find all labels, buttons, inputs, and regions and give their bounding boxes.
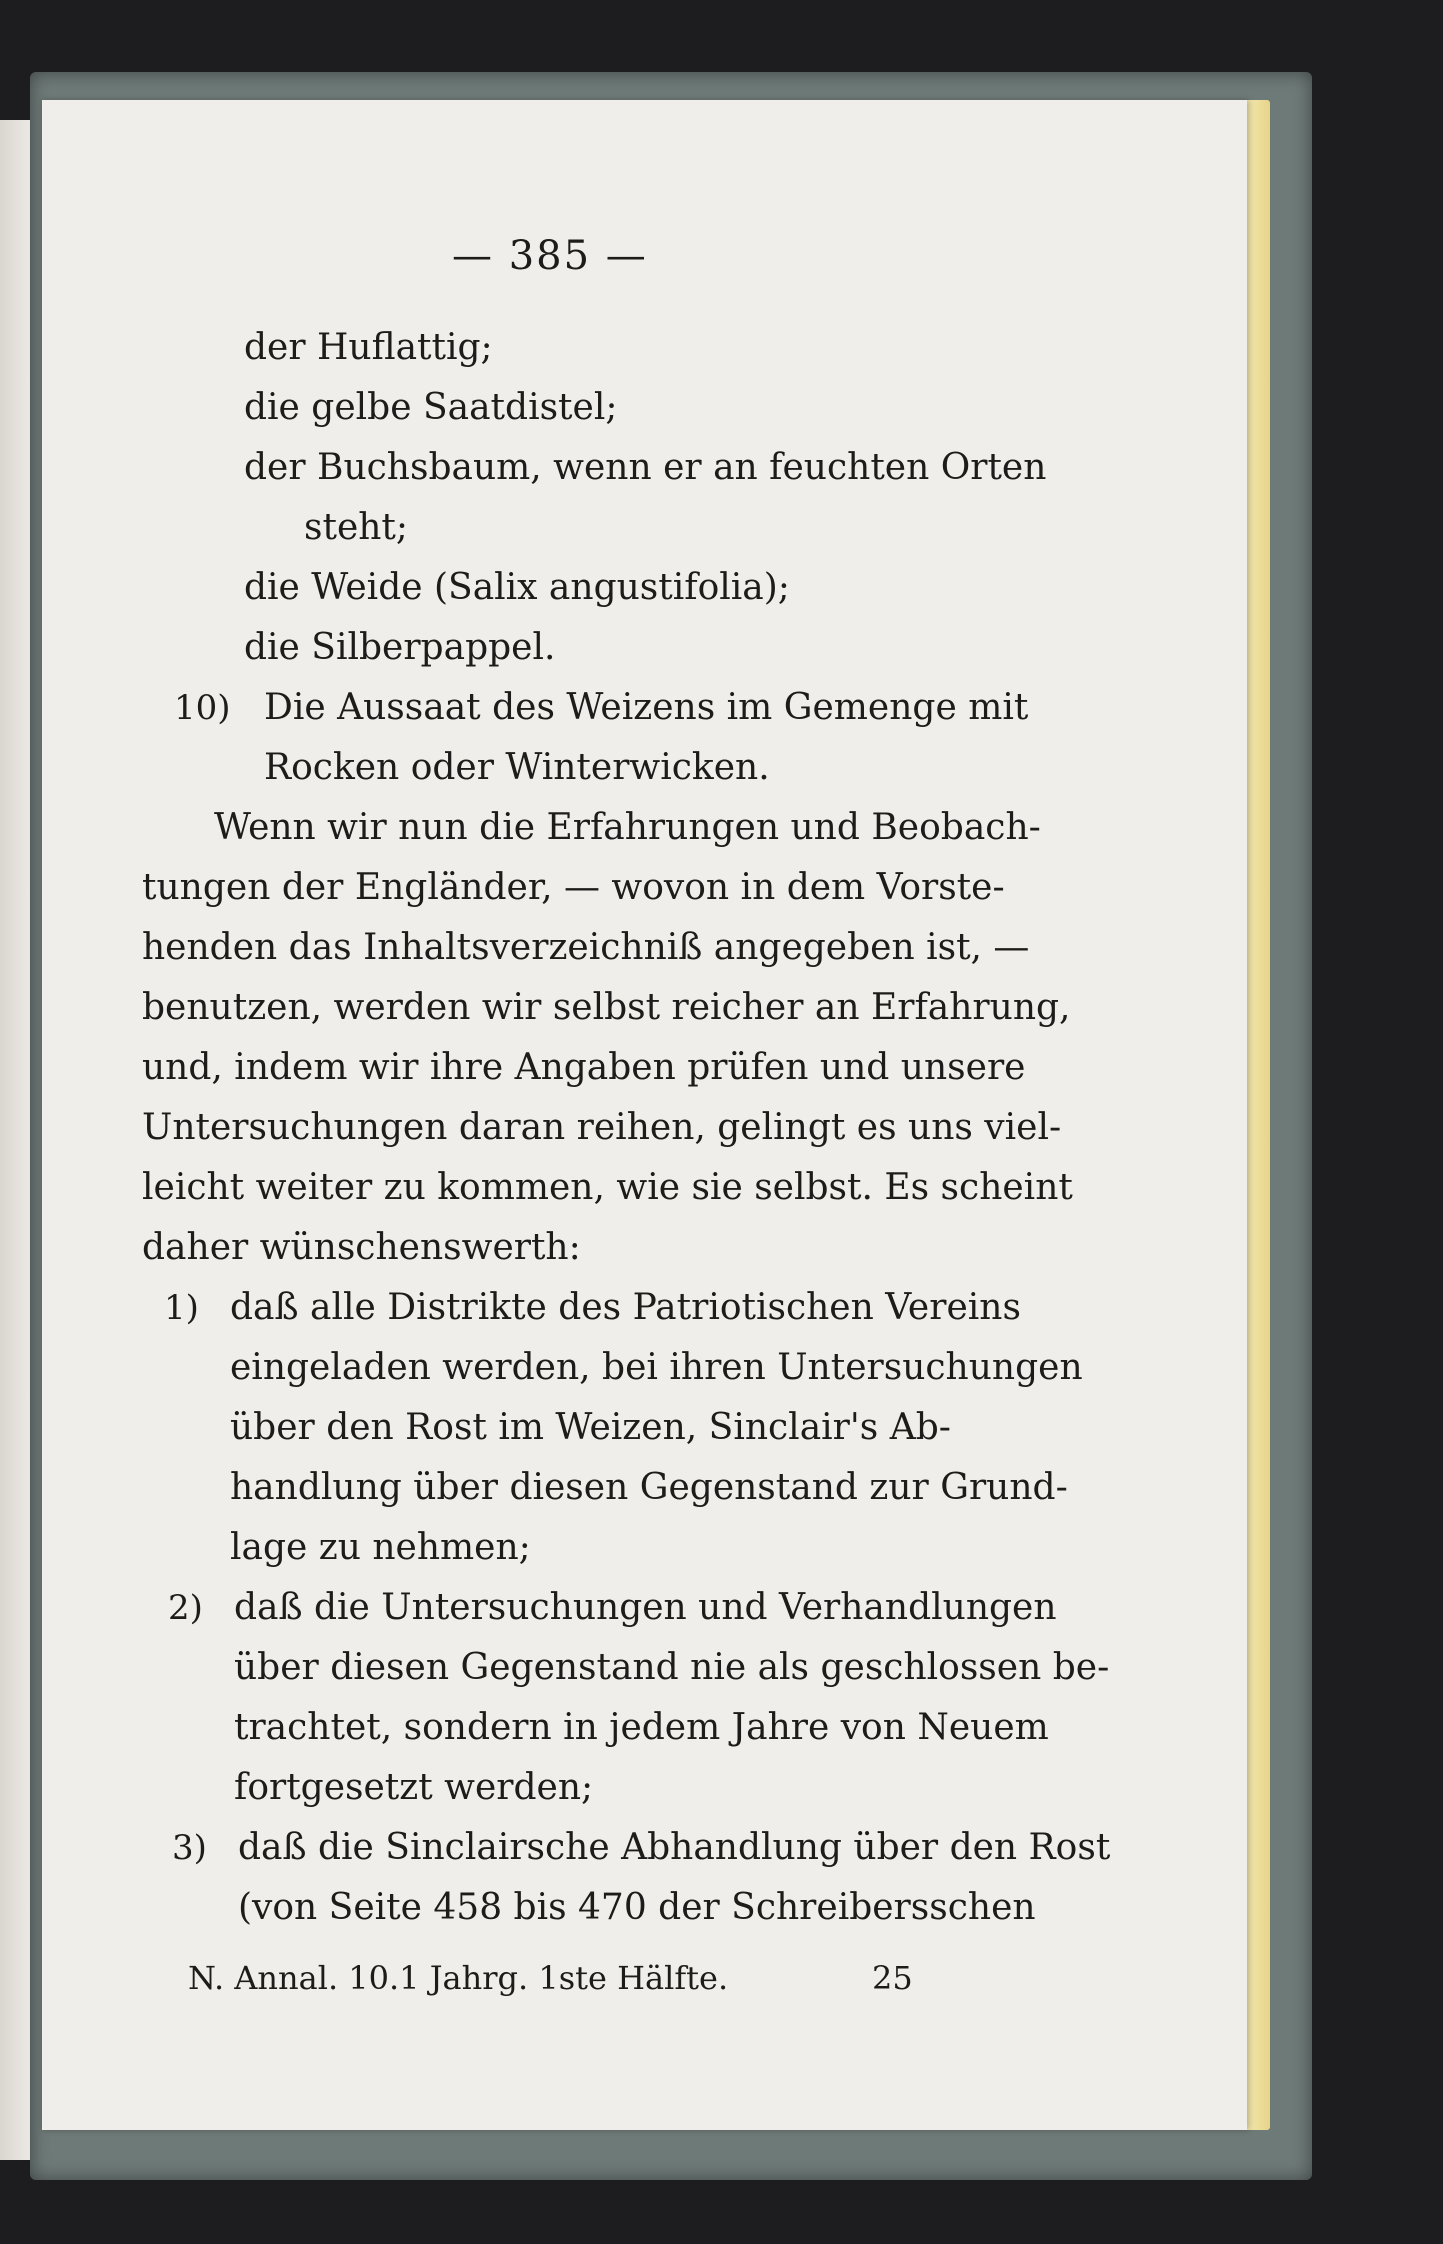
item-line: Die Aussaat des Weizens im Gemenge mit [264, 687, 1029, 728]
item-line: über den Rost im Weizen, Sinclair's Ab- [230, 1407, 951, 1448]
item-line: lage zu nehmen; [230, 1527, 531, 1568]
item-line: trachtet, sondern in jedem Jahre von Neuem [234, 1707, 1049, 1748]
paragraph-line: benutzen, werden wir selbst reicher an Erfahrung, [142, 987, 1071, 1028]
item-number: 2) [168, 1588, 203, 1628]
item-line: Rocken oder Winterwicken. [264, 747, 770, 788]
paragraph-line: henden das Inhaltsverzeichniß angegeben ist, — [142, 927, 1030, 968]
item-line: über diesen Gegenstand nie als geschlossen be- [234, 1647, 1110, 1688]
item-line: eingeladen werden, bei ihren Untersuchungen [230, 1347, 1083, 1388]
item-line: (von Seite 458 bis 470 der Schreibersschen [238, 1887, 1036, 1928]
book-page [42, 100, 1247, 2130]
paragraph-line: leicht weiter zu kommen, wie sie selbst. Es scheint [142, 1167, 1073, 1208]
page-number: — 385 — [452, 233, 648, 279]
list-item: die gelbe Saatdistel; [244, 387, 618, 428]
item-number: 3) [172, 1828, 207, 1868]
signature-text: N. Annal. 10.1 Jahrg. 1ste Hälfte. [188, 1959, 729, 1997]
item-line: handlung über diesen Gegenstand zur Grund- [230, 1467, 1068, 1508]
list-item: steht; [304, 507, 409, 548]
item-number: 10) [174, 688, 231, 728]
item-line: daß die Untersuchungen und Verhandlungen [234, 1587, 1057, 1628]
item-line: fortgesetzt werden; [234, 1767, 594, 1808]
list-item: die Weide (Salix angustifolia); [244, 567, 790, 608]
list-item: der Huflattig; [244, 327, 493, 368]
paragraph-line: und, indem wir ihre Angaben prüfen und unsere [142, 1047, 1026, 1088]
list-item: der Buchsbaum, wenn er an feuchten Orten [244, 447, 1047, 488]
paragraph-line: tungen der Engländer, — wovon in dem Vorste- [142, 867, 1005, 908]
item-number: 1) [164, 1288, 199, 1328]
paragraph-line: Wenn wir nun die Erfahrungen und Beobach- [214, 807, 1041, 848]
item-line: daß die Sinclairsche Abhandlung über den Rost [238, 1827, 1111, 1868]
paragraph-line: daher wünschenswerth: [142, 1227, 581, 1268]
item-line: daß alle Distrikte des Patriotischen Vereins [230, 1287, 1021, 1328]
list-item: die Silberpappel. [244, 627, 556, 668]
signature-mark: 25 [872, 1959, 913, 1997]
paragraph-line: Untersuchungen daran reihen, gelingt es uns viel- [142, 1107, 1062, 1148]
